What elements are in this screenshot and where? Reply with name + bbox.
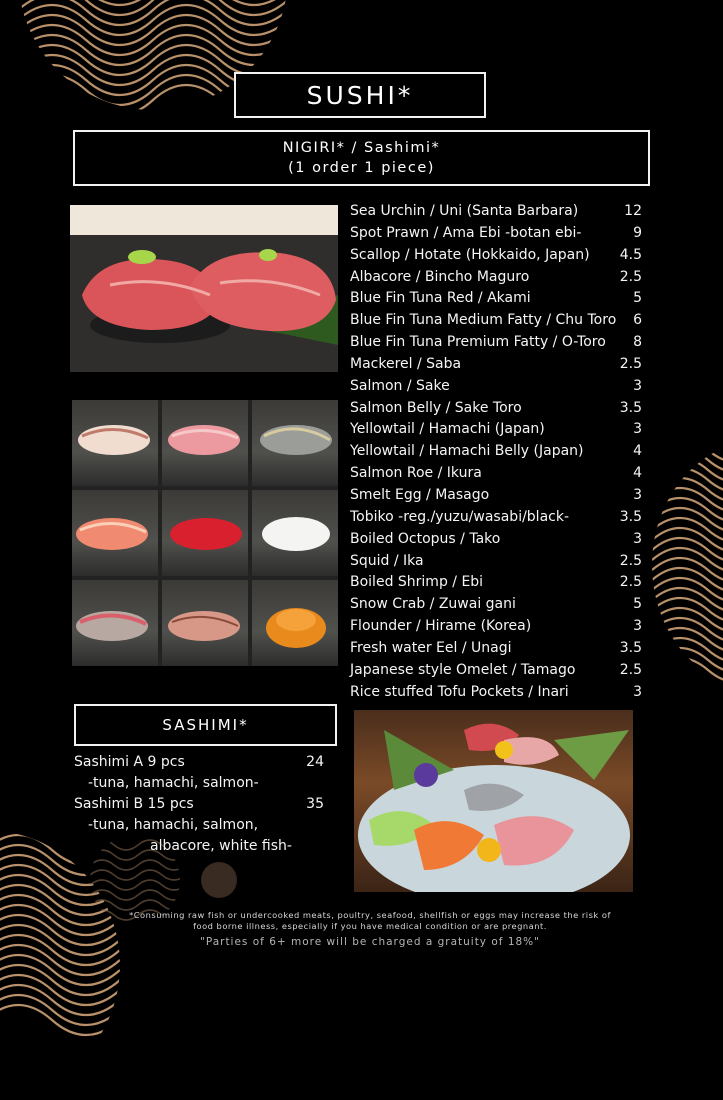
menu-item-price: 3 [633,421,642,438]
sashimi-item-name: Sashimi B 15 pcs [74,796,194,812]
menu-item [350,618,642,640]
menu-item-price: 2.5 [619,355,642,372]
menu-item-name: Sea Urchin / Uni (Santa Barbara) [350,203,579,219]
menu-item-price: 5 [633,290,642,307]
menu-item [350,509,642,531]
sashimi-item-description: -tuna, hamachi, salmon- [88,775,259,791]
menu-item [350,684,642,706]
menu-item [350,574,642,596]
menu-item-name: Yellowtail / Hamachi Belly (Japan) [350,443,584,460]
menu-item-price: 3.5 [619,399,642,416]
nigiri-photo [252,580,338,666]
menu-item-price: 3.5 [619,639,642,656]
menu-item-name: Boiled Octopus / Tako [350,530,501,547]
raw-food-disclaimer [100,910,640,932]
menu-item [350,465,642,487]
menu-item-price: 4 [633,465,642,482]
menu-item-name: Salmon / Sake [350,377,450,394]
sashimi-menu-list [74,752,324,857]
menu-item-name: Blue Fin Tuna Medium Fatty / Chu Toro [350,312,617,329]
menu-item [350,247,642,269]
nigiri-menu-list [350,203,642,705]
sashimi-item-price: 24 [306,754,324,770]
gratuity-notice: "Parties of 6+ more will be charged a gratuity of 18%" [200,936,540,948]
menu-item-name: Albacore / Bincho Maguro [350,268,530,285]
nigiri-photo [162,400,248,486]
menu-item-price: 2.5 [619,552,642,569]
menu-item [350,225,642,247]
wave-pattern [652,440,723,690]
menu-item-name: Blue Fin Tuna Red / Akami [350,290,531,307]
menu-item [350,203,642,225]
menu-item-price: 2.5 [619,661,642,678]
sashimi-item-description: -tuna, hamachi, salmon, [88,817,259,833]
menu-item-name: Fresh water Eel / Unagi [350,639,512,656]
menu-item [350,640,642,662]
nigiri-photo [72,490,158,576]
menu-item [350,553,642,575]
menu-item-price: 5 [633,596,642,613]
nigiri-photo [252,490,338,576]
decorative-dot [201,862,237,898]
sashimi-item-price: 35 [306,796,324,812]
menu-item [350,421,642,443]
menu-item-price: 3.5 [619,508,642,525]
menu-item-price: 3 [633,618,642,635]
menu-item [350,312,642,334]
nigiri-subtitle: (1 order 1 piece) [288,160,435,176]
menu-item-name: Tobiko -reg./yuzu/wasabi/black- [350,508,570,525]
nigiri-photo [252,400,338,486]
menu-item-name: Spot Prawn / Ama Ebi -botan ebi- [350,224,582,241]
menu-item [350,378,642,400]
nigiri-photo [72,580,158,666]
nigiri-assortment-photo-grid [72,400,338,666]
menu-item-price: 2.5 [619,574,642,591]
menu-item-name: Smelt Egg / Masago [350,486,490,503]
menu-item-price: 8 [633,334,642,351]
menu-item [350,443,642,465]
menu-item-name: Flounder / Hirame (Korea) [350,618,532,635]
page-title: SUSHI* [234,72,486,118]
menu-item-price: 12 [624,203,642,219]
sashimi-section-header: SASHIMI* [74,704,337,746]
menu-item-name: Rice stuffed Tofu Pockets / Inari [350,683,569,700]
sashimi-platter-photo [354,710,633,892]
menu-item [350,356,642,378]
menu-item-name: Mackerel / Saba [350,355,462,372]
nigiri-photo [162,580,248,666]
toro-nigiri-illustration [70,205,338,372]
nigiri-photo [72,400,158,486]
menu-item-price: 3 [633,377,642,394]
menu-item-price: 3 [633,683,642,700]
menu-item-price: 2.5 [619,268,642,285]
sashimi-item-description: albacore, white fish- [150,838,292,854]
menu-item-name: Salmon Belly / Sake Toro [350,399,522,416]
menu-item [350,269,642,291]
sashimi-item [74,752,324,773]
decorative-wave-circle-right [652,440,723,690]
menu-item-price: 4.5 [619,246,642,263]
menu-item [350,596,642,618]
nigiri-title: NIGIRI* / Sashimi* [282,140,441,156]
disclaimer-line: *Consuming raw fish or undercooked meats, poultry, seafood, shellfish or eggs may increase the risk of [129,910,611,920]
nigiri-photo [162,490,248,576]
menu-item-name: Boiled Shrimp / Ebi [350,574,484,591]
sashimi-platter-illustration [354,710,633,892]
menu-item [350,290,642,312]
menu-item [350,487,642,509]
menu-item-price: 3 [633,486,642,503]
menu-item-price: 6 [633,312,642,329]
menu-item-name: Salmon Roe / Ikura [350,465,482,482]
menu-item-price: 4 [633,443,642,460]
nigiri-section-header [73,130,650,186]
menu-item-name: Japanese style Omelet / Tamago [350,661,576,678]
toro-nigiri-photo [70,205,338,372]
menu-item-name: Blue Fin Tuna Premium Fatty / O-Toro [350,334,606,351]
menu-item-price: 3 [633,530,642,547]
menu-item-price: 9 [633,224,642,241]
menu-item-name: Squid / Ika [350,552,424,569]
sashimi-item [74,794,324,815]
sashimi-item-name: Sashimi A 9 pcs [74,754,185,770]
menu-item [350,400,642,422]
menu-item [350,662,642,684]
menu-item [350,334,642,356]
menu-item-name: Snow Crab / Zuwai gani [350,596,516,613]
menu-item-name: Scallop / Hotate (Hokkaido, Japan) [350,246,590,263]
menu-item-name: Yellowtail / Hamachi (Japan) [350,421,545,438]
disclaimer-line: food borne illness, especially if you have medical condition or are pregnant. [193,921,547,931]
menu-item [350,531,642,553]
